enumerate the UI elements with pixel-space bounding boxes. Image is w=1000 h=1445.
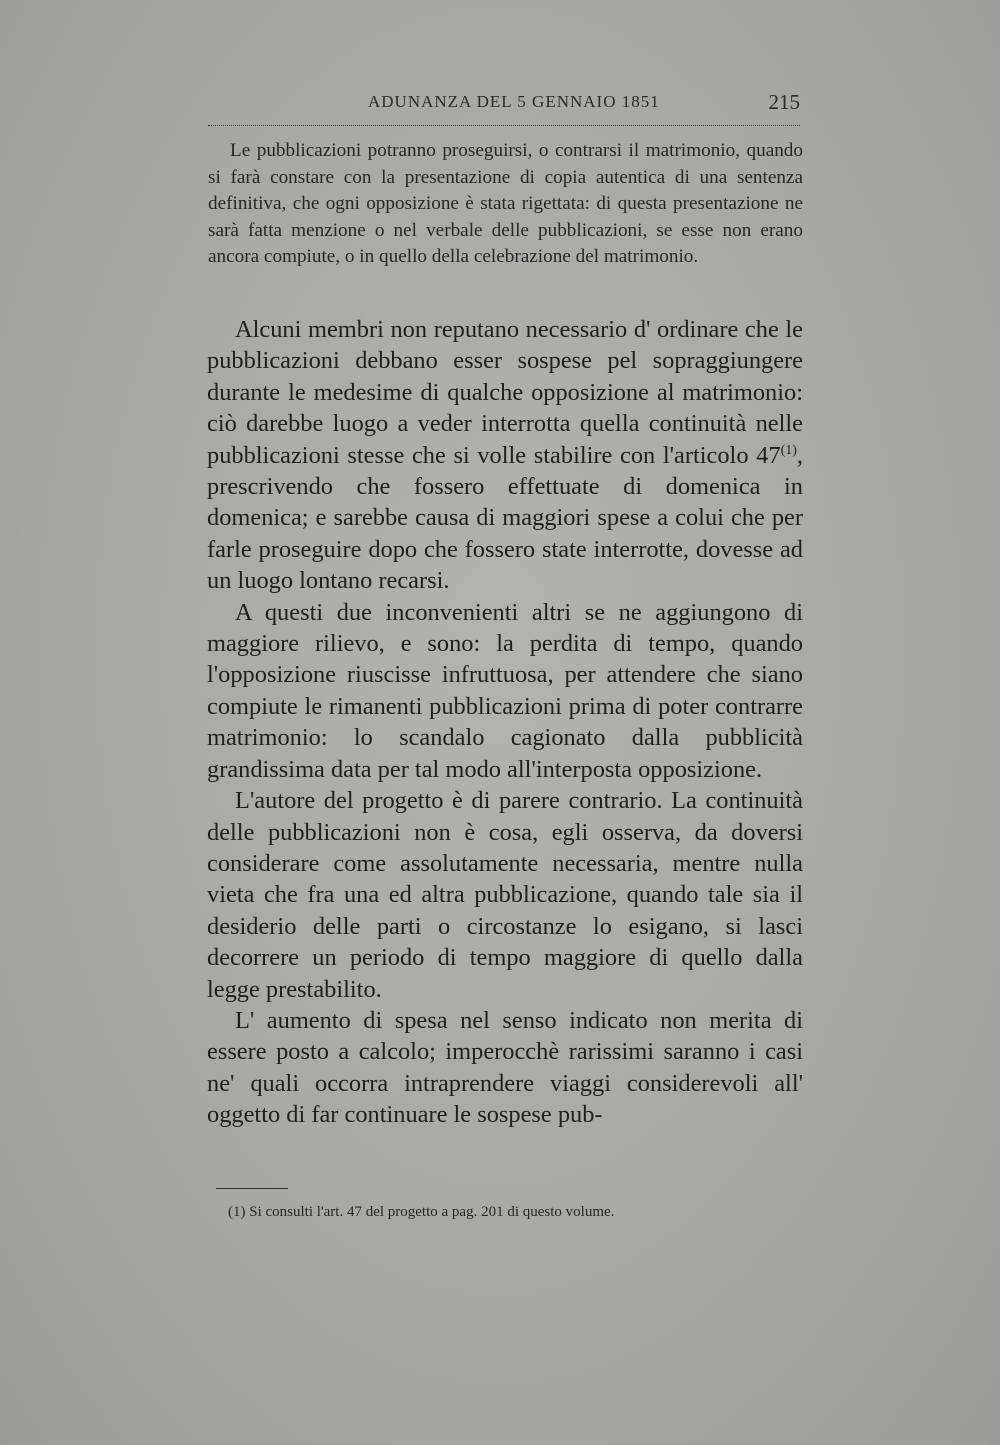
paragraph-3: L'autore del progetto è di parere contrario. La continuità delle pubblicazioni non è cosa, egli osserva, da doversi considerare come assolutamente necessaria, mentre nulla vieta che fra una ed altra pubblicazione, quando tale sia il desiderio delle parti o circostanze lo esigano, si lasci decorrere un periodo di tempo maggiore di quello dalla legge prestabilito. — [207, 787, 803, 1003]
paragraph-1 — [207, 314, 803, 597]
page-header — [208, 90, 800, 124]
paragraph-1-text-a: Alcuni membri non reputano necessario d' ordinare che le pubblicazioni debbano esser sospese pel sopraggiungere durante le medesime di qualche opposizione al matrimonio: ciò darebbe luogo a veder interrotta quella continuità nelle pubblicazioni stesse che si volle stabilire con l'articolo 47 — [207, 316, 803, 469]
page-number: 215 — [768, 90, 800, 114]
body-text — [207, 314, 803, 1131]
header-rule — [208, 125, 800, 126]
paragraph-4: L' aumento di spesa nel senso indicato non merita di essere posto a calcolo; imperocchè rarissimi saranno i casi ne' quali occorra intraprendere viaggi considerevoli all' oggetto di far continuare le sospese pub- — [207, 1006, 803, 1129]
paragraph-1-text-b: , prescrivendo che fossero effettuate di domenica in domenica; e sarebbe causa di maggiori spese a colui che per farle proseguire dopo che fossero state interrotte, dovesse ad un luogo lontano recarsi. — [207, 441, 803, 595]
footnote-rule — [216, 1188, 288, 1189]
running-head: ADUNANZA DEL 5 GENNAIO 1851 — [368, 92, 660, 111]
footnote-marker: (1) — [780, 442, 797, 458]
footnote: (1) Si consulti l'art. 47 del progetto a pag. 201 di questo volume. — [228, 1204, 615, 1220]
small-print-paragraph: Le pubblicazioni potranno proseguirsi, o contrarsi il matrimonio, quando si farà constare con la presentazione di copia autentica di una sentenza definitiva, che ogni opposizione è stata rigettata: di questa presentazione ne sarà fatta menzione o nel verbale delle pubblicazioni, se esse non erano ancora compiute, o in quello della celebrazione del matrimonio. — [208, 140, 803, 267]
paragraph-2: A questi due inconvenienti altri se ne aggiungono di maggiore rilievo, e sono: la perdita di tempo, quando l'opposizione riuscisse infruttuosa, per attendere che siano compiute le rimanenti pubblicazioni prima di poter contrarre matrimonio: lo scandalo cagionato dalla pubblicità grandissima data per tal modo all'interposta opposizione. — [207, 598, 803, 783]
